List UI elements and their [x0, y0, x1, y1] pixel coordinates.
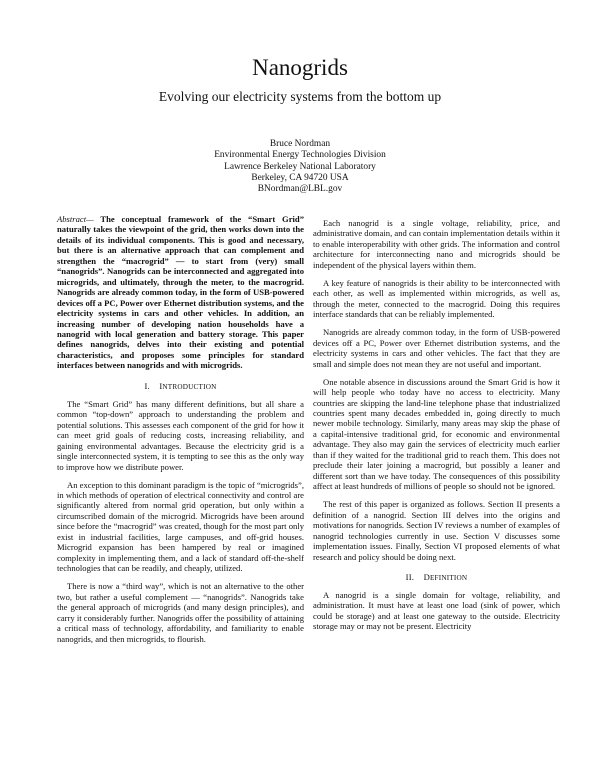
- section-title-rest: NTRODUCTION: [162, 382, 217, 391]
- right-column: [313, 218, 560, 639]
- intro-paragraph: The “Smart Grid” has many different definitions, but all share a common “top-down” approach to understanding the problem and potential solutions. This assesses each component of the grid for how it can meet grid goals of reducing costs, increasing reliability, and gaining environmental advantages. Because the electricity grid is a single interconnected system, it is tempting to see this as the only way to improve how we distribute power.: [57, 398, 304, 472]
- body-paragraph: One notable absence in discussions around the Smart Grid is how it will help people who today have no access to electricity. Many countries are skipping the land-line telephone phase that industrialized countries spent many decades embedded in, going directly to much newer mobile technology. Similarly, many areas may skip the phase of a capital-intensive traditional grid, for economic and environmental advantage. They also may gain the services of electricity much earlier than if they waited for the traditional grid to reach them. This does not preclude their later joining a macrogrid, but possibly a leaner and different sort than we have today. The consequences of this possibility affect at least hundreds of millions of people so should not be ignored.: [313, 376, 560, 492]
- intro-paragraph: There is now a “third way”, which is not an alternative to the other two, but rather a useful complement — “nanogrids”. Nanogrids take the general approach of microgrids (and many design principles), and carry it considerably further. Nanogrids offer the possibility of attaining a critical mass of technology, affordability, and familiarity to enable nanogrids, and then microgrids, to flourish.: [57, 581, 304, 644]
- author-email[interactable]: BNordman@LBL.gov: [257, 184, 343, 195]
- author-city: Berkeley, CA 94720 USA: [251, 172, 349, 183]
- left-column: [57, 214, 304, 652]
- author-block: [0, 139, 600, 195]
- paper-title: Nanogrids: [252, 55, 348, 80]
- body-paragraph: Each nanogrid is a single voltage, reliability, price, and administrative domain, and can contain implementation details within it to enable interoperability with other grids. The information and control architecture for interconnecting nano and microgrids should be independent of the physical layers within them.: [313, 218, 561, 270]
- section-title-rest: EFINITION: [429, 573, 468, 582]
- abstract-label: Abstract—: [57, 214, 94, 224]
- author-name: Bruce Nordman: [269, 139, 331, 149]
- section-title-first-letter: D: [423, 571, 430, 582]
- section-numeral: II.: [405, 571, 415, 582]
- body-paragraph: A key feature of nanogrids is their ability to be interconnected with each other, as well as implemented within microgrids, as well as, through the meter, connected to the macrogrid. Doing this requires interface standards that can be reliably implemented.: [313, 277, 560, 320]
- author-lab: Lawrence Berkeley National Laboratory: [224, 161, 376, 172]
- section-heading-definition: [313, 572, 560, 583]
- body-paragraph: The rest of this paper is organized as follows. Section II presents a definition of a nanogrid. Section III delves into the origins and motivations for nanogrids. Section IV reviews a number of examples of nanogrid technologies currently in use. Section V discusses some implementation issues. Finally, Section VI proposed elements of what research and policy should be doing next.: [313, 499, 560, 562]
- section-numeral: I.: [144, 380, 150, 391]
- abstract-body: The conceptual framework of the “Smart Grid” naturally takes the viewpoint of the grid, then works down into the details of its individual components. This is good and necessary, but there is an alternative approach that can complement and strengthen the “macrogrid” — to start from (very) small “nanogrids”. Nanogrids can be interconnected and aggregated into microgrids, and ultimately, through the meter, to the macrogrid. Nanogrids are already common today, in the form of USB-powered devices off a PC, Power over Ethernet distribution systems, and the electricity systems in cars and other vehicles. In addition, an increasing number of developing nation households have a nanogrid with local generation and battery storage. This paper defines nanogrids, delves into their existing and potential characteristics, and proposes some principles for standard interfaces between nanogrids and with microgrids.: [57, 214, 304, 371]
- definition-paragraph: A nanogrid is a single domain for voltage, reliability, and administration. It must have at least one load (sink of power, which could be storage) and at least one gateway to the outside. Electricity storage may or may not be present. Electricity: [313, 589, 560, 632]
- abstract: [57, 214, 304, 371]
- intro-paragraph: An exception to this dominant paradigm is the topic of “microgrids”, in which methods of operation of electrical connectivity and control are significantly altered from normal grid operation, but only within a circumscribed domain of the microgrid. Microgrids have been around since before the “macrogrid” was created, though for the most part only exist in industrial facilities, large campuses, and off-grid houses. Microgrid expansion has been hampered by real or imagined complexity in implementing them, and a lack of standard off-the-shelf technologies that can be readily, and cheaply, utilized.: [57, 479, 304, 574]
- body-paragraph: Nanogrids are already common today, in the form of USB-powered devices off a PC, Power over Ethernet distribution systems, and the electricity systems in cars and other vehicles. The fact that they are small and simple does not mean they are not useful and important.: [313, 327, 560, 369]
- paper-subtitle: Evolving our electricity systems from the bottom up: [158, 89, 442, 104]
- author-division: Environmental Energy Technologies Division: [214, 150, 386, 161]
- section-title-first-letter: I: [159, 380, 163, 391]
- section-heading-introduction: [57, 381, 304, 392]
